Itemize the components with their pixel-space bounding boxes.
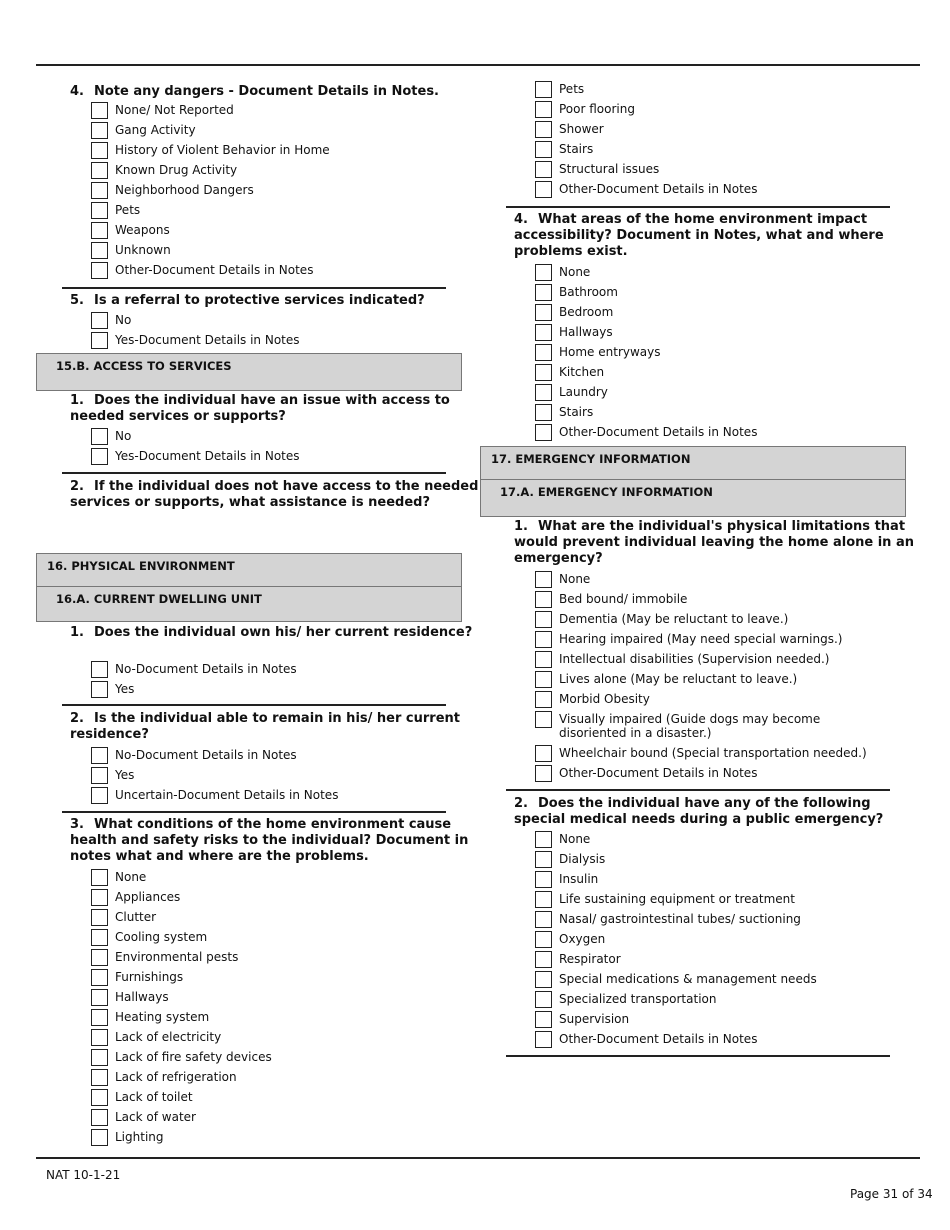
checkbox[interactable] [535, 891, 552, 908]
checkbox[interactable] [535, 911, 552, 928]
option-label: None [559, 832, 591, 846]
option-label: History of Violent Behavior in Home [115, 143, 330, 157]
option-label: None/ Not Reported [115, 103, 234, 117]
option-label: No [115, 429, 132, 443]
option-label: None [115, 870, 147, 884]
option-label: Lack of water [115, 1110, 196, 1124]
checkbox[interactable] [535, 831, 552, 848]
option-label: Life sustaining equipment or treatment [559, 892, 795, 906]
option-label: Lack of refrigeration [115, 1070, 237, 1084]
section-17a-header: 17.A. EMERGENCY INFORMATION [480, 479, 906, 517]
checkbox[interactable] [91, 1049, 108, 1066]
checkbox[interactable] [535, 765, 552, 782]
option-label: Stairs [559, 142, 594, 156]
question-16-2: 2. Is the individual able to remain in his/ her current residence? [70, 711, 460, 742]
option-label: Heating system [115, 1010, 210, 1024]
question-16-3: 3. What conditions of the home environment cause health and safety risks to the individual? Document in notes what and where are the problems. [70, 817, 469, 864]
option-label: Furnishings [115, 970, 184, 984]
checkbox[interactable] [535, 264, 552, 281]
checkbox[interactable] [535, 424, 552, 441]
checkbox[interactable] [535, 931, 552, 948]
checkbox[interactable] [91, 1069, 108, 1086]
option-label: Morbid Obesity [559, 692, 650, 706]
divider [62, 287, 446, 289]
option-label: Wheelchair bound (Special transportation needed.) [559, 746, 867, 760]
option-label: Gang Activity [115, 123, 196, 137]
option-label: Visually impaired (Guide dogs may become disoriented in a disaster.) [559, 712, 821, 740]
option-label: Dementia (May be reluctant to leave.) [559, 612, 789, 626]
checkbox[interactable] [535, 671, 552, 688]
option-label: Other-Document Details in Notes [559, 766, 758, 780]
checkbox[interactable] [91, 787, 108, 804]
checkbox[interactable] [91, 661, 108, 678]
option-label: Other-Document Details in Notes [559, 1032, 758, 1046]
checkbox[interactable] [535, 324, 552, 341]
option-label: Bedroom [559, 305, 614, 319]
checkbox[interactable] [535, 384, 552, 401]
option-label: Uncertain-Document Details in Notes [115, 788, 339, 802]
checkbox[interactable] [535, 344, 552, 361]
option-label: Environmental pests [115, 950, 239, 964]
option-label: Lack of toilet [115, 1090, 193, 1104]
option-label: Hallways [115, 990, 169, 1004]
checkbox[interactable] [535, 1011, 552, 1028]
option-label: Dialysis [559, 852, 606, 866]
option-label: Bathroom [559, 285, 618, 299]
option-label: No [115, 313, 132, 327]
checkbox[interactable] [535, 304, 552, 321]
option-label: Unknown [115, 243, 171, 257]
divider [62, 472, 446, 474]
option-label: Appliances [115, 890, 181, 904]
form-id: NAT 10-1-21 [46, 1168, 121, 1182]
question-4-dangers: 4. Note any dangers - Document Details in Notes. [70, 84, 439, 99]
option-label: Yes-Document Details in Notes [115, 333, 300, 347]
section-16-header: 16. PHYSICAL ENVIRONMENT [36, 553, 462, 587]
checkbox[interactable] [91, 989, 108, 1006]
option-label: Shower [559, 122, 604, 136]
option-label: Yes-Document Details in Notes [115, 449, 300, 463]
option-label: No-Document Details in Notes [115, 662, 297, 676]
option-label: Home entryways [559, 345, 661, 359]
checkbox[interactable] [535, 364, 552, 381]
option-label: None [559, 265, 591, 279]
checkbox[interactable] [535, 404, 552, 421]
checkbox[interactable] [535, 141, 552, 158]
option-label: Poor flooring [559, 102, 635, 116]
option-label: Neighborhood Dangers [115, 183, 254, 197]
option-label: Yes [115, 768, 135, 782]
checkbox[interactable] [535, 745, 552, 762]
option-label: No-Document Details in Notes [115, 748, 297, 762]
checkbox[interactable] [91, 681, 108, 698]
checkbox[interactable] [91, 428, 108, 445]
option-label: Insulin [559, 872, 599, 886]
checkbox[interactable] [91, 312, 108, 329]
question-15b-1: 1. Does the individual have an issue with access to needed services or supports? [70, 393, 450, 424]
checkbox[interactable] [535, 711, 552, 728]
option-label: Lighting [115, 1130, 164, 1144]
checkbox[interactable] [535, 571, 552, 588]
option-label: Weapons [115, 223, 170, 237]
checkbox[interactable] [91, 889, 108, 906]
checkbox[interactable] [535, 181, 552, 198]
divider [506, 206, 890, 208]
checkbox[interactable] [535, 991, 552, 1008]
checkbox[interactable] [535, 161, 552, 178]
option-label: Structural issues [559, 162, 660, 176]
option-label: Hallways [559, 325, 613, 339]
checkbox[interactable] [535, 971, 552, 988]
option-label: Kitchen [559, 365, 605, 379]
checkbox[interactable] [535, 951, 552, 968]
checkbox[interactable] [535, 851, 552, 868]
checkbox[interactable] [91, 1009, 108, 1026]
checkbox[interactable] [91, 1029, 108, 1046]
checkbox[interactable] [91, 202, 108, 219]
option-label: Other-Document Details in Notes [559, 425, 758, 439]
option-label: Bed bound/ immobile [559, 592, 688, 606]
question-16-4: 4. What areas of the home environment impact accessibility? Document in Notes, what and where problems exist. [514, 212, 884, 259]
option-label: Cooling system [115, 930, 208, 944]
checkbox[interactable] [91, 142, 108, 159]
option-label: None [559, 572, 591, 586]
checkbox[interactable] [91, 929, 108, 946]
section-16a-header: 16.A. CURRENT DWELLING UNIT [36, 586, 462, 622]
divider [62, 811, 446, 813]
checkbox[interactable] [535, 1031, 552, 1048]
checkbox[interactable] [535, 284, 552, 301]
option-label: Oxygen [559, 932, 606, 946]
checkbox[interactable] [535, 691, 552, 708]
bottom-rule [36, 1157, 920, 1159]
option-label: Clutter [115, 910, 157, 924]
option-label: Hearing impaired (May need special warnings.) [559, 632, 843, 646]
checkbox[interactable] [91, 1109, 108, 1126]
divider [506, 1055, 890, 1057]
page-number: Page 31 of 34 [850, 1187, 933, 1201]
checkbox[interactable] [91, 1129, 108, 1146]
checkbox[interactable] [535, 101, 552, 118]
option-label: Lack of electricity [115, 1030, 222, 1044]
checkbox[interactable] [91, 909, 108, 926]
option-label: Laundry [559, 385, 608, 399]
checkbox[interactable] [91, 448, 108, 465]
option-label: Yes [115, 682, 135, 696]
divider [506, 789, 890, 791]
option-label: Other-Document Details in Notes [115, 263, 314, 277]
checkbox[interactable] [535, 871, 552, 888]
checkbox[interactable] [91, 869, 108, 886]
option-label: Nasal/ gastrointestinal tubes/ suctioning [559, 912, 801, 926]
checkbox[interactable] [91, 182, 108, 199]
checkbox[interactable] [91, 102, 108, 119]
checkbox[interactable] [91, 767, 108, 784]
checkbox[interactable] [91, 332, 108, 349]
checkbox[interactable] [535, 651, 552, 668]
checkbox[interactable] [91, 949, 108, 966]
checkbox[interactable] [91, 242, 108, 259]
option-label: Special medications & management needs [559, 972, 817, 986]
checkbox[interactable] [535, 81, 552, 98]
option-label: Respirator [559, 952, 621, 966]
option-label: Known Drug Activity [115, 163, 238, 177]
checkbox[interactable] [91, 969, 108, 986]
checkbox[interactable] [91, 747, 108, 764]
question-16-1: 1. Does the individual own his/ her current residence? [70, 625, 473, 640]
checkbox[interactable] [535, 611, 552, 628]
option-label: Intellectual disabilities (Supervision needed.) [559, 652, 830, 666]
checkbox[interactable] [91, 222, 108, 239]
section-17-header: 17. EMERGENCY INFORMATION [480, 446, 906, 480]
checkbox[interactable] [535, 591, 552, 608]
option-label: Pets [115, 203, 141, 217]
checkbox[interactable] [91, 122, 108, 139]
option-label: Lack of fire safety devices [115, 1050, 272, 1064]
question-17-1: 1. What are the individual's physical limitations that would prevent individual leaving the home alone in an emergency? [514, 519, 914, 566]
question-5-protective: 5. Is a referral to protective services indicated? [70, 293, 425, 308]
option-label: Specialized transportation [559, 992, 717, 1006]
question-15b-2: 2. If the individual does not have access to the needed services or supports, what assistance is needed? [70, 479, 479, 510]
checkbox[interactable] [535, 631, 552, 648]
checkbox[interactable] [91, 1089, 108, 1106]
question-17-2: 2. Does the individual have any of the following special medical needs during a public emergency? [514, 796, 884, 827]
checkbox[interactable] [91, 262, 108, 279]
divider [62, 704, 446, 706]
section-15b-header: 15.B. ACCESS TO SERVICES [36, 353, 462, 391]
top-rule [36, 64, 920, 66]
option-label: Other-Document Details in Notes [559, 182, 758, 196]
option-label: Pets [559, 82, 585, 96]
option-label: Stairs [559, 405, 594, 419]
option-label: Lives alone (May be reluctant to leave.) [559, 672, 798, 686]
checkbox[interactable] [535, 121, 552, 138]
option-label: Supervision [559, 1012, 630, 1026]
checkbox[interactable] [91, 162, 108, 179]
